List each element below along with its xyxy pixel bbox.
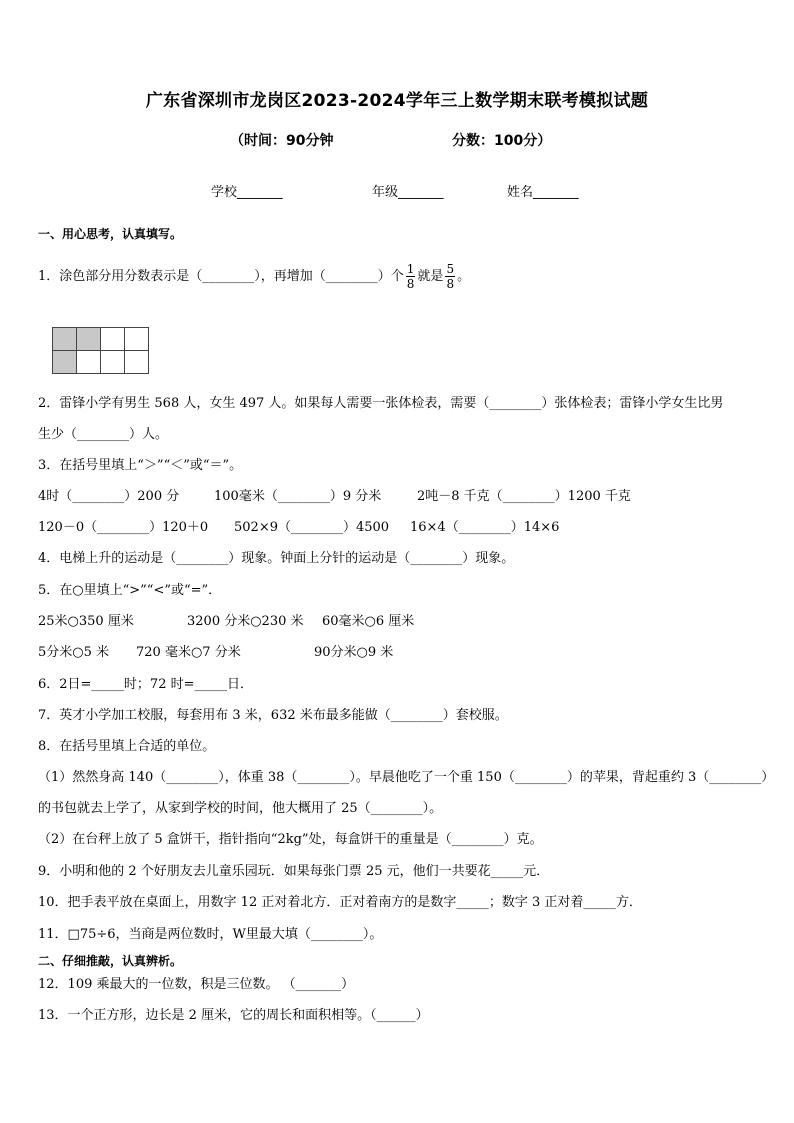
- question-6: 6．2日=_____时；72 时=_____日．: [38, 677, 254, 692]
- q3-item: 2吨－8 千克（________）1200 千克: [417, 489, 631, 504]
- grade-field: 年级_______: [372, 185, 444, 200]
- grid-cell-shaded: [53, 328, 77, 351]
- question-3-heading: 3．在括号里填上“＞”“＜”或“＝”。: [38, 458, 243, 473]
- section-heading-1: 一、用心思考，认真填写。: [38, 227, 183, 241]
- q3-item: 502×9（________）4500: [234, 520, 390, 535]
- question-7: 7．英才小学加工校服，每套用布 3 米，632 米布最多能做（________）套校服。: [38, 708, 508, 723]
- grid-cell: [125, 351, 149, 374]
- q1-text-b: 就是: [417, 269, 444, 284]
- grid-cell: [77, 351, 101, 374]
- q5-item: 60毫米○6 厘米: [322, 614, 415, 629]
- name-field: 姓名_______: [507, 185, 579, 200]
- question-12: 12．109 乘最大的一位数，积是三位数。 （_______）: [38, 977, 355, 992]
- question-2-line-2: 生少（________）人。: [38, 427, 169, 442]
- q3-item: 100毫米（________）9 分米: [214, 489, 382, 504]
- exam-score: 分数：100分）: [452, 133, 552, 149]
- grid-cell: [101, 351, 125, 374]
- q3-item: 120－0（________）120＋0: [38, 520, 209, 535]
- q1-text-a: 1．涂色部分用分数表示是（________），再增加（________）个: [38, 269, 404, 284]
- q3-item: 4时（________）200 分: [38, 489, 180, 504]
- question-11: 11．□75÷6，当商是两位数时，W里最大填（________）。: [38, 927, 383, 942]
- question-1: [38, 262, 470, 291]
- question-8-heading: 8．在括号里填上合适的单位。: [38, 739, 216, 754]
- question-2-line-1: 2．雷锋小学有男生 568 人，女生 497 人。如果每人需要一张体检表，需要（________）张体检表；雷锋小学女生比男: [38, 396, 724, 411]
- q5-item: 3200 分米○230 米: [187, 614, 304, 629]
- grid-cell: [101, 328, 125, 351]
- grid-cell-shaded: [77, 328, 101, 351]
- section-heading-2: 二、仔细推敲，认真辨析。: [38, 954, 183, 968]
- question-13: 13．一个正方形，边长是 2 厘米，它的周长和面积相等。（______）: [38, 1008, 429, 1023]
- question-8-line-4: （2）在台秤上放了 5 盒饼干，指针指向“2kg”处，每盒饼干的重量是（________）克。: [38, 832, 543, 847]
- q5-item: 720 毫米○7 分米: [136, 645, 241, 660]
- question-10: 10．把手表平放在桌面上，用数字 12 正对着北方．正对着南方的是数字_____；数字 3 正对着_____方．: [38, 895, 642, 910]
- fraction-one-eighth: $\frac{1}{8}$: [406, 262, 415, 291]
- school-field: 学校_______: [211, 185, 283, 200]
- exam-time: （时间：90分钟: [230, 133, 334, 149]
- q1-text-c: 。: [457, 269, 471, 284]
- question-9: 9．小明和他的 2 个好朋友去儿童乐园玩．如果每张门票 25 元，他们一共要花_____元．: [38, 864, 550, 879]
- grid-cell: [125, 328, 149, 351]
- question-4: 4．电梯上升的运动是（________）现象。钟面上分针的运动是（________）现象。: [38, 551, 515, 566]
- question-8-line-3: 的书包就去上学了，从家到学校的时间，他大概用了 25（________）。: [38, 801, 443, 816]
- q5-item: 25米○350 厘米: [38, 614, 134, 629]
- grid-cell-shaded: [53, 351, 77, 374]
- q3-item: 16×4（________）14×6: [410, 520, 560, 535]
- shaded-grid-figure: [52, 327, 149, 374]
- question-5-heading: 5．在○里填上“>”“<”或“=”．: [38, 583, 222, 598]
- fraction-five-eighths: $\frac{5}{8}$: [446, 262, 455, 291]
- exam-title: 广东省深圳市龙岗区2023-2024学年三上数学期末联考模拟试题: [145, 91, 649, 111]
- q5-item: 90分米○9 米: [314, 645, 394, 660]
- question-8-line-2: （1）然然身高 140（________），体重 38（________）。早晨他吃了一个重 150（________）的苹果，背起重约 3（________）: [38, 770, 775, 785]
- q5-item: 5分米○5 米: [38, 645, 110, 660]
